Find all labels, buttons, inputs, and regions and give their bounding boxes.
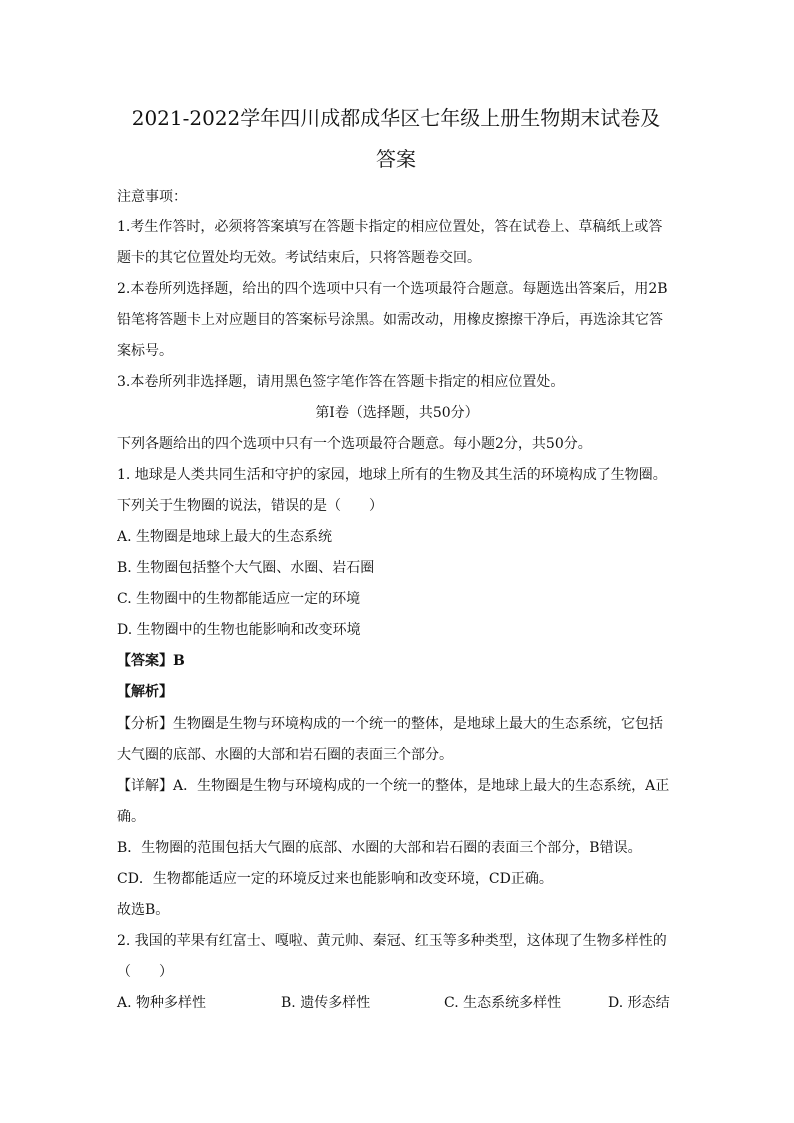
notice-line: 题卡的其它位置处均无效。考试结束后，只将答题卷交回。	[117, 250, 481, 266]
notice-line: 铅笔将答题卡上对应题目的答案标号涂黑。如需改动，用橡皮擦擦干净后，再选涂其它答	[117, 312, 663, 328]
notice-line: 1.考生作答时，必须将答案填写在答题卡指定的相应位置处，答在试卷上、草稿纸上或答	[117, 219, 663, 235]
question-option: A. 物种多样性	[117, 995, 207, 1011]
detail-text: 故选B。	[117, 902, 170, 918]
section-instruction: 下列各题给出的四个选项中只有一个选项最符合题意。每小题2分，共50分。	[117, 436, 592, 452]
detail-text: 【详解】A．生物圈是生物与环境构成的一个统一的整体，是地球上最大的生态系统，A正	[117, 778, 670, 794]
question-option: C. 生态系统多样性	[444, 995, 562, 1011]
question-option: A. 生物圈是地球上最大的生态系统	[117, 529, 333, 545]
question-stem: （ ）	[117, 964, 173, 980]
detail-text: CD．生物都能适应一定的环境反过来也能影响和改变环境，CD正确。	[117, 871, 553, 887]
document-title-line2: 答案	[376, 147, 416, 171]
analysis-heading: 【解析】	[117, 684, 173, 700]
section-heading: 第Ⅰ卷（选择题，共50分）	[315, 405, 479, 421]
analysis-text: 大气圈的底部、水圈的大部和岩石圈的表面三个部分。	[117, 747, 453, 763]
document-title-line1: 2021-2022学年四川成都成华区七年级上册生物期末试卷及	[131, 106, 661, 130]
notice-heading: 注意事项：	[117, 189, 187, 205]
notice-line: 2.本卷所列选择题，给出的四个选项中只有一个选项最符合题意。每题选出答案后，用2B	[117, 281, 668, 297]
question-option: D. 生物圈中的生物也能影响和改变环境	[117, 622, 361, 638]
question-stem: 2. 我国的苹果有红富士、嘎啦、黄元帅、秦冠、红玉等多种类型，这体现了生物多样性的	[117, 933, 667, 949]
question-option: D. 形态结	[608, 995, 670, 1011]
detail-text: 确。	[117, 809, 145, 825]
notice-line: 案标号。	[117, 343, 173, 359]
question-option: C. 生物圈中的生物都能适应一定的环境	[117, 591, 361, 607]
question-option: B. 遗传多样性	[281, 995, 371, 1011]
detail-text: B．生物圈的范围包括大气圈的底部、水圈的大部和岩石圈的表面三个部分，B错误。	[117, 840, 642, 856]
notice-line: 3.本卷所列非选择题，请用黑色签字笔作答在答题卡指定的相应位置处。	[117, 374, 565, 390]
question-stem: 1. 地球是人类共同生活和守护的家园，地球上所有的生物及其生活的环境构成了生物圈。	[117, 467, 667, 483]
analysis-text: 【分析】生物圈是生物与环境构成的一个统一的整体，是地球上最大的生态系统，它包括	[117, 716, 663, 732]
question-option: B. 生物圈包括整个大气圈、水圈、岩石圈	[117, 560, 375, 576]
answer-label: 【答案】B	[117, 653, 185, 669]
question-stem: 下列关于生物圈的说法，错误的是（ ）	[117, 498, 383, 514]
